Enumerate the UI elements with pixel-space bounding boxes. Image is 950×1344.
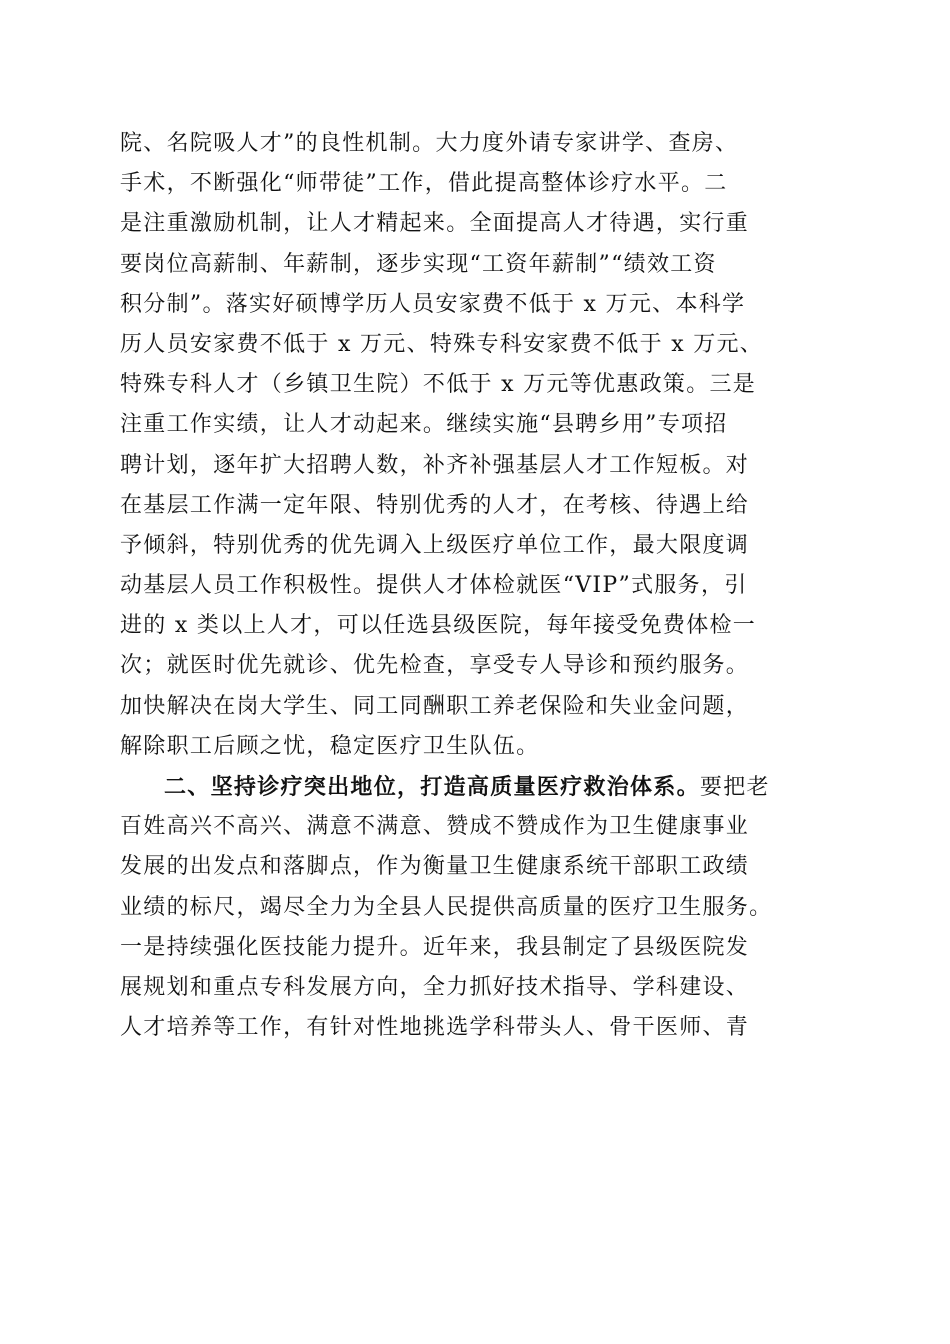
document-body	[120, 124, 840, 1048]
paragraph-diagnosis	[120, 767, 840, 1048]
text-line: 发展的出发点和落脚点，作为衡量卫生健康系统干部职工政绩	[120, 854, 750, 880]
text-line: 动基层人员工作积极性。提供人才体检就医“VIP”式服务，引	[120, 573, 748, 599]
text-line: 业绩的标尺，竭尽全力为全县人民提供高质量的医疗卫生服务。	[120, 894, 773, 920]
text-line: 次；就医时优先就诊、优先检查，享受专人导诊和预约服务。	[120, 653, 750, 679]
text-line: 要岗位高薪制、年薪制，逐步实现“工资年薪制”“绩效工资	[120, 251, 717, 277]
text-line: 历人员安家费不低于 x 万元、特殊专科安家费不低于 x 万元、	[120, 331, 764, 357]
section-heading-line	[120, 767, 840, 807]
text-line: 特殊专科人才（乡镇卫生院）不低于 x 万元等优惠政策。三是	[120, 372, 757, 398]
section-heading: 二、坚持诊疗突出地位，打造高质量医疗救治体系。	[164, 774, 700, 800]
text-line: 在基层工作满一定年限、特别优秀的人才，在考核、待遇上给	[120, 492, 750, 518]
text-line: 进的 x 类以上人才，可以任选县级医院，每年接受免费体检一	[120, 613, 757, 639]
paragraph-talent	[120, 124, 840, 767]
text-line: 予倾斜，特别优秀的优先调入上级医疗单位工作，最大限度调	[120, 532, 750, 558]
text-line: 加快解决在岗大学生、同工同酬职工养老保险和失业金问题，	[120, 693, 750, 719]
text-line: 聘计划，逐年扩大招聘人数，补齐补强基层人才工作短板。对	[120, 452, 750, 478]
heading-line-continuation: 要把老	[699, 775, 770, 800]
text-line: 展规划和重点专科发展方向，全力抓好技术指导、学科建设、	[120, 974, 750, 1000]
text-line: 人才培养等工作，有针对性地挑选学科带头人、骨干医师、青	[120, 1015, 750, 1041]
text-line: 解除职工后顾之忧，稳定医疗卫生队伍。	[120, 733, 540, 759]
text-line: 院、名院吸人才”的良性机制。大力度外请专家讲学、查房、	[120, 131, 739, 156]
text-line: 注重工作实绩，让人才动起来。继续实施“县聘乡用”专项招	[120, 412, 728, 438]
text-line: 一是持续强化医技能力提升。近年来，我县制定了县级医院发	[120, 934, 750, 960]
text-line: 积分制”。落实好硕博学历人员安家费不低于 x 万元、本科学	[120, 291, 746, 317]
text-line: 百姓高兴不高兴、满意不满意、赞成不赞成作为卫生健康事业	[120, 814, 750, 840]
text-line: 手术，不断强化“师带徒”工作，借此提高整体诊疗水平。二	[120, 171, 728, 197]
text-line: 是注重激励机制，让人才精起来。全面提高人才待遇，实行重	[120, 211, 750, 237]
